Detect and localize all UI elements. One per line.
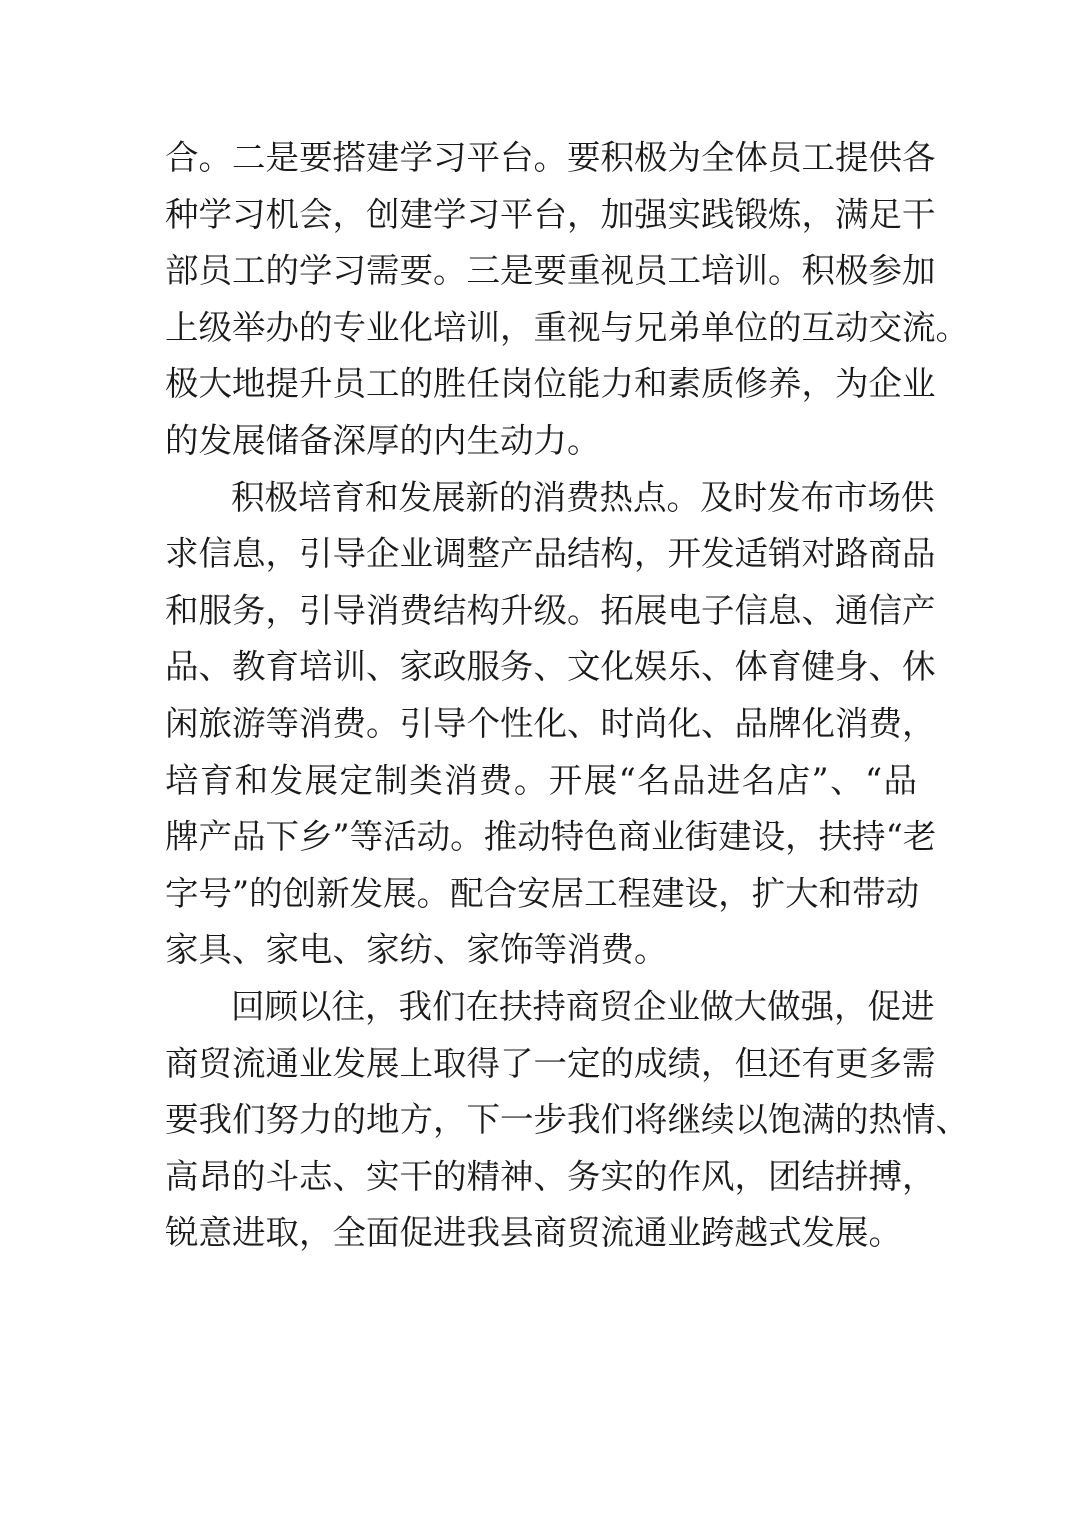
text-line: 种学习机会，创建学习平台，加强实践锻炼，满足干 [165, 194, 936, 234]
text-line: 合。二是要搭建学习平台。要积极为全体员工提供各 [165, 138, 936, 177]
text-line: 上级举办的专业化培训，重视与兄弟单位的互动交流。 [165, 307, 969, 347]
paragraph-2 [165, 470, 937, 979]
text-line: 培育和发展定制类消费。开展“名品进名店”、“品 [165, 760, 917, 800]
text-line: 商贸流通业发展上取得了一定的成绩，但还有更多需 [165, 1043, 936, 1083]
text-line: 品、教育培训、家政服务、文化娱乐、体育健身、休 [165, 647, 936, 687]
text-line: 积极培育和发展新的消费热点。及时发布市场供 [231, 477, 935, 517]
text-line: 闲旅游等消费。引导个性化、时尚化、品牌化消费， [165, 703, 936, 743]
text-line: 牌产品下乡”等活动。推动特色商业街建设，扶持“老 [165, 817, 937, 857]
paragraph-3 [165, 979, 969, 1262]
text-line: 求信息，引导企业调整产品结构，开发适销对路商品 [165, 534, 936, 574]
document-body [165, 130, 969, 1262]
text-line: 高昂的斗志、实干的精神、务实的作风，团结拼搏， [165, 1156, 936, 1196]
text-line: 极大地提升员工的胜任岗位能力和素质修养，为企业 [165, 364, 936, 404]
text-line: 的发展储备深厚的内生动力。 [165, 420, 601, 460]
text-line: 字号”的创新发展。配合安居工程建设，扩大和带动 [165, 873, 920, 913]
text-line: 和服务，引导消费结构升级。拓展电子信息、通信产 [165, 590, 936, 630]
text-line: 锐意进取，全面促进我县商贸流通业跨越式发展。 [165, 1213, 902, 1253]
text-line: 家具、家电、家纺、家饰等消费。 [165, 930, 668, 970]
text-line: 要我们努力的地方，下一步我们将继续以饱满的热情、 [165, 1100, 969, 1140]
text-line: 回顾以往，我们在扶持商贸企业做大做强，促进 [231, 986, 935, 1026]
paragraph-1 [165, 130, 969, 470]
text-line: 部员工的学习需要。三是要重视员工培训。积极参加 [165, 251, 936, 291]
